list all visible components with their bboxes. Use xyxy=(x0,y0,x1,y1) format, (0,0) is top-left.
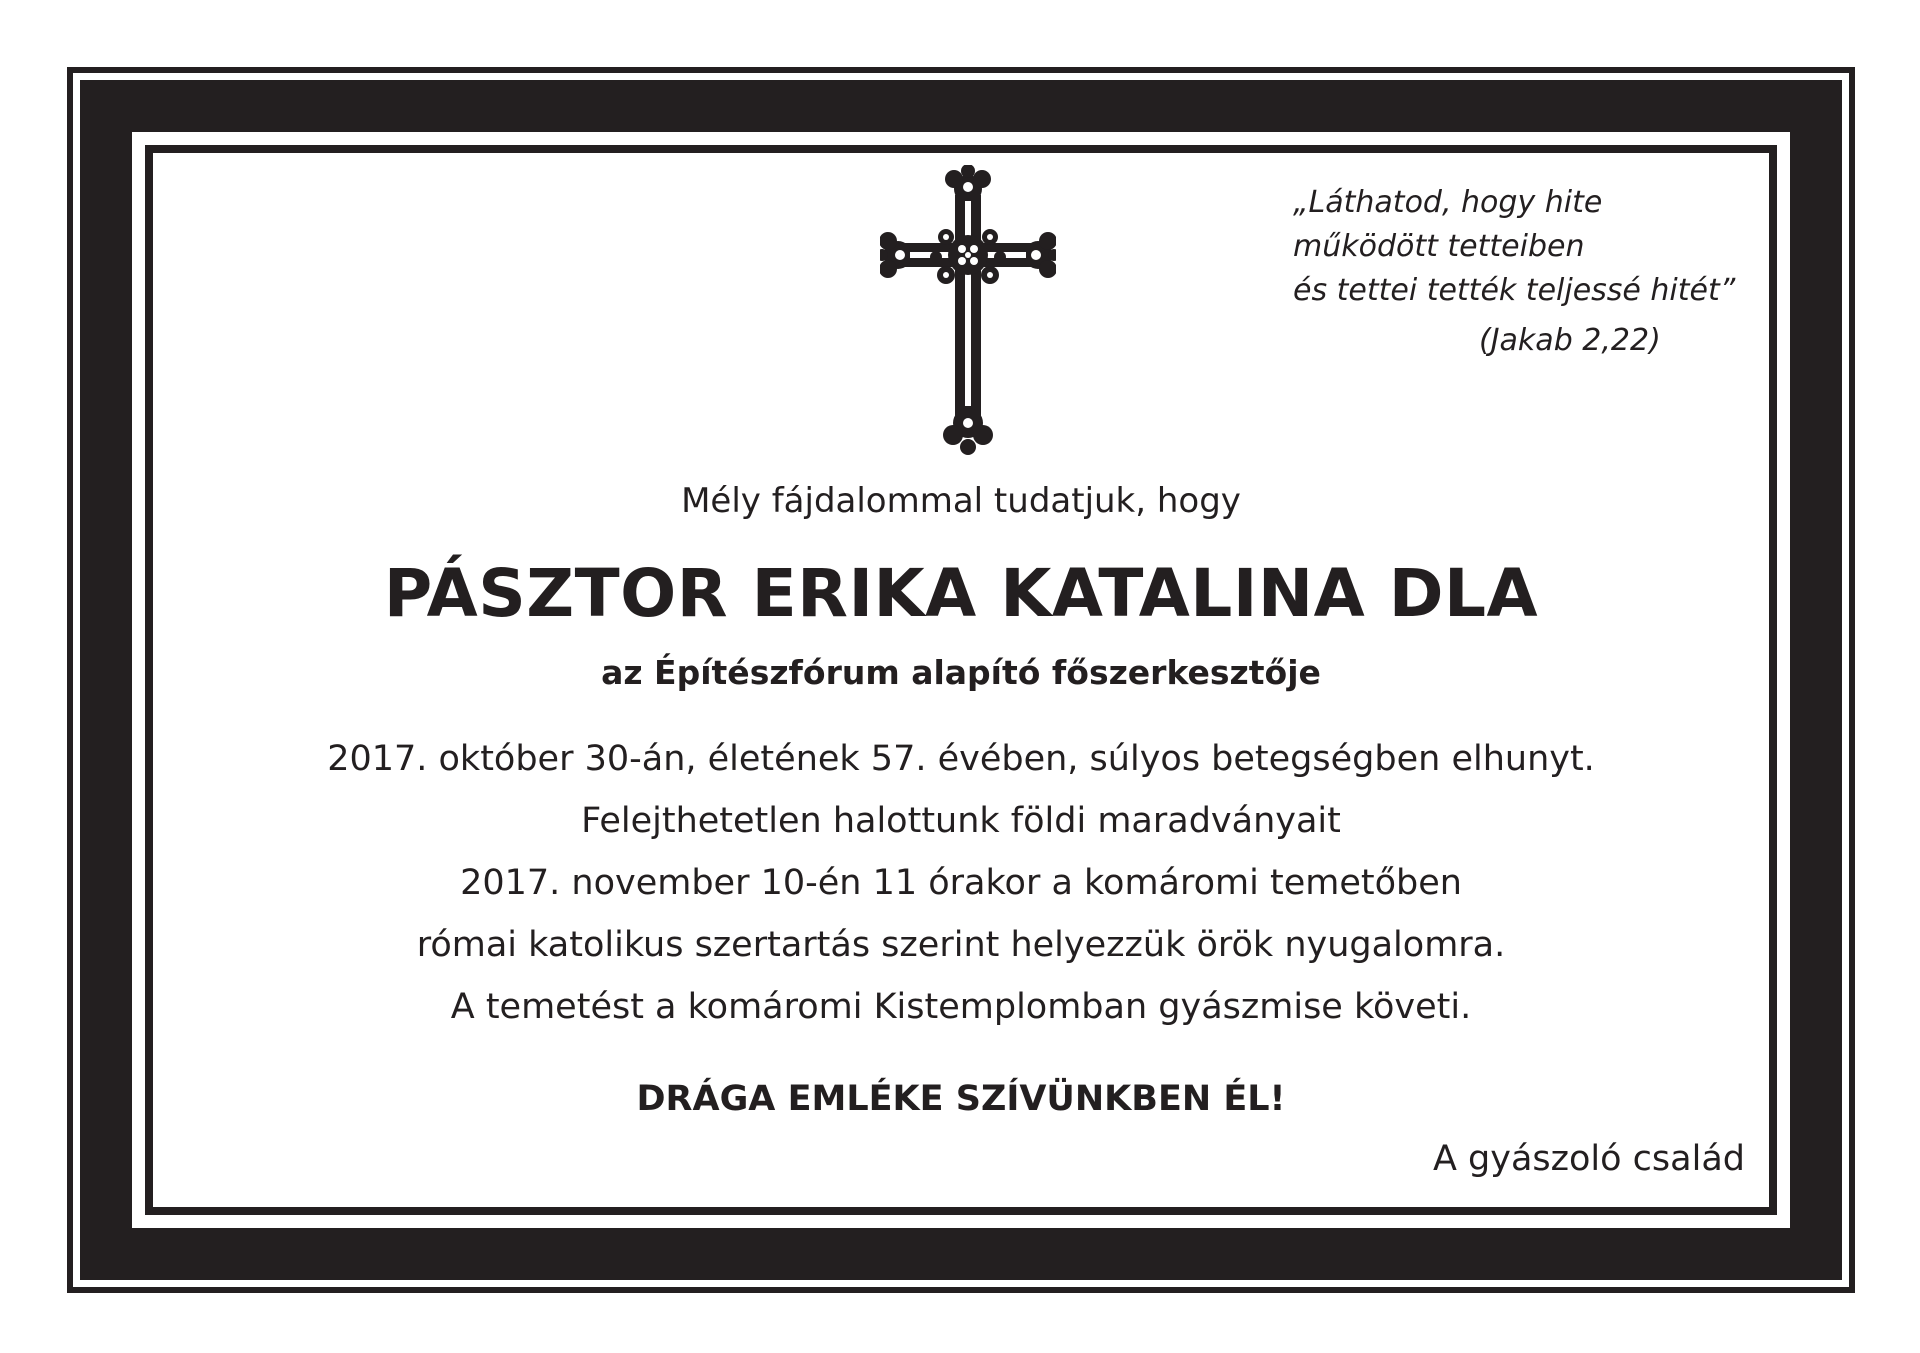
signature: A gyászoló család xyxy=(1432,1139,1745,1179)
ornamental-cross-icon xyxy=(880,165,1056,455)
quote-line-2: működött tetteiben xyxy=(1293,229,1585,264)
announcement-line: 2017. november 10-én 11 órakor a komáromi temetőben xyxy=(460,863,1462,903)
obituary-notice xyxy=(153,153,1769,1207)
intro-text: Mély fájdalommal tudatjuk, hogy xyxy=(681,481,1241,521)
closing-text: DRÁGA EMLÉKE SZÍVÜNKBEN ÉL! xyxy=(636,1079,1286,1119)
announcement-line: Felejthetetlen halottunk földi maradványait xyxy=(581,801,1341,841)
quote-line-3: és tettei tették teljessé hitét” xyxy=(1293,273,1736,308)
announcement-line: 2017. október 30-án, életének 57. évében, súlyos betegségben elhunyt. xyxy=(327,739,1595,779)
announcement-body xyxy=(153,728,1769,1038)
deceased-name: PÁSZTOR ERIKA KATALINA DLA xyxy=(383,555,1539,632)
bible-quote xyxy=(1293,181,1753,363)
announcement-line: A temetést a komáromi Kistemplomban gyászmise követi. xyxy=(450,987,1472,1027)
quote-line-1: „Láthatod, hogy hite xyxy=(1293,185,1603,220)
quote-reference: (Jakab 2,22) xyxy=(1479,323,1661,358)
announcement-line: római katolikus szertartás szerint helyezzük örök nyugalomra. xyxy=(416,925,1506,965)
deceased-title: az Építészfórum alapító főszerkesztője xyxy=(601,653,1321,692)
